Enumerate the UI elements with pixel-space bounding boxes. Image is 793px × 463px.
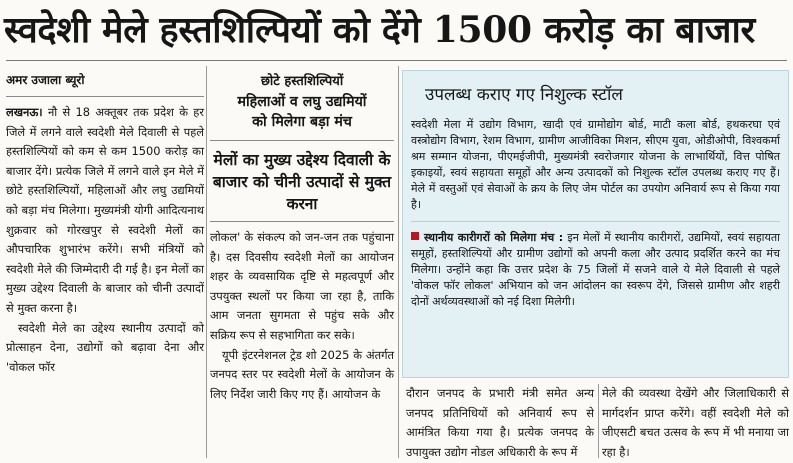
deck-2: मेलों का मुख्य उद्देश्य दिवाली के बाजार को चीनी उत्पादों से मुक्त करना xyxy=(210,141,394,222)
free-stalls-box xyxy=(402,70,789,378)
column-divider-3 xyxy=(598,384,599,458)
box-divider xyxy=(411,221,780,222)
headline: स्वदेशी मेले हस्तशिल्पियों को देंगे 1500 करोड़ का बाजार xyxy=(4,9,755,51)
column-divider-1 xyxy=(206,66,207,458)
byline: अमर उजाला ब्यूरो xyxy=(6,70,204,97)
left-body xyxy=(6,103,204,377)
box-title: उपलब्ध कराए गए निशुल्क स्टॉल xyxy=(425,85,623,105)
column-divider-2 xyxy=(398,66,399,458)
middle-body xyxy=(210,228,394,404)
bottom-right-text: मेले की व्यवस्था देखेंगे और जिलाधिकारी से मार्गदर्शन प्राप्त करेंगे। वहीं स्वदेशी मेले को जीएसटी बचत उत्सव के रूप में भी मनाया जा रहा है। xyxy=(602,386,789,459)
deck-1 xyxy=(210,66,394,141)
deck-1-line-1: छोटे हस्तशिल्पियों xyxy=(260,74,344,89)
left-para-1-text: नौ से 18 अक्तूबर तक प्रदेश के हर जिले में लगने वाले स्वदेशी मेले दिवाली से पहले हस्तशिल्पियों को कम से कम 1500 करोड़ का बाजार देंगे। प्रत्येक जिले में लगने वाले इन मेले में छोटे हस्तशिल्पियों, महिलाओं और लघु उद्यमियों को बड़ा मंच मिलेगा। मुख्यमंत्री योगी आदित्यनाथ शुक्रवार को गोरखपुर से स्वदेशी मेलों का औपचारिक शुभारंभ करेंगे। सभी मंत्रियों को स्वदेशी मेले की जिम्मेदारी दी गई है। इन मेलों का मुख्य उद्देश्य दिवाली के बाजार को चीनी उत्पादों से मुक्त करना है। xyxy=(6,105,204,315)
bottom-left-text: दौरान जनपद के प्रभारी मंत्री समेत अन्य जनपद प्रतिनिधियों को अनिवार्य रूप से आमंत्रित किया गया है। प्रत्येक जनपद के उपायुक्त उद्योग नोडल अधिकारी के रूप में xyxy=(406,386,594,459)
red-square-bullet-icon xyxy=(411,232,419,240)
box-para-2-lead: स्थानीय कारीगरों को मिलेगा मंच : xyxy=(424,231,564,244)
box-para-1: स्वदेशी मेला में उद्योग विभाग, खादी एवं ग्रामोद्योग बोर्ड, माटी कला बोर्ड, हथकरघा एवं वस्त्रोद्योग विभाग, रेशम विभाग, ग्रामीण आजीविका मिशन, सीएम युवा, ओडीओपी, विश्वकर्मा श्रम सम्मान योजना, पीएमईजीपी, मुख्यमंत्री स्वरोजगार योजना के लाभार्थियों, वित्त पोषित इकाइयों, स्वयं सहायता समूहों और अन्य उत्पादकों को निशुल्क स्टॉल उपलब्ध कराए गए हैं। मेले में वस्तुओं एवं सेवाओं के क्रय के लिए जेम पोर्टल का उपयोग अनिवार्य रूप से किया गया है। xyxy=(411,118,780,211)
dateline: लखनऊ। xyxy=(6,105,43,119)
headline-rule xyxy=(6,60,787,61)
deck-1-line-2: महिलाओं व लघु उद्यमियों xyxy=(237,94,367,110)
box-para-2-text: इन मेलों में स्थानीय कारीगरों, उद्यमियों, स्वयं सहायता समूहों, हस्तशिल्पियों और ग्रामीण उद्योगों को अपनी कला और उत्पाद प्रदर्शित करने का मंच मिलेगा। उन्होंने कहा कि उत्तर प्रदेश के 75 जिलों में सजने वाले ये मेले दिवाली से पहले 'वोकल फॉर लोकल' अभियान को जन आंदोलन का स्वरूप देंगे, जिससे ग्रामीण और शहरी दोनों अर्थव्यवस्थाओं को नई दिशा मिलेगी। xyxy=(411,231,781,308)
box-para-2 xyxy=(411,230,780,310)
left-para-1 xyxy=(6,103,204,319)
middle-para-2: यूपी इंटरनेशनल ट्रेड शो 2025 के अंतर्गत जनपद स्तर पर स्वदेशी मेलों के आयोजन के लिए निर्देश जारी किए गए हैं। आयोजन के xyxy=(210,347,394,401)
deck-1-line-3: को मिलेगा बड़ा मंच xyxy=(252,114,352,130)
left-column xyxy=(6,70,204,377)
left-para-2: स्वदेशी मेले का उद्देश्य स्थानीय उत्पादों को प्रोत्साहन देना, उद्योगों को बढ़ावा देना और 'वोकल फॉर xyxy=(6,320,204,374)
middle-column xyxy=(210,66,394,404)
middle-para-1: लोकल' के संकल्प को जन-जन तक पहुंचाना है। दस दिवसीय स्वदेशी मेलों का आयोजन शहर के व्यवसायिक दृष्टि से महत्वपूर्ण और उपयुक्त स्थलों पर किया जा रहा है, ताकि आम जनता सुगमता से पहुंच सके और सक्रिय रूप से सहभागिता कर सके। xyxy=(210,230,394,342)
